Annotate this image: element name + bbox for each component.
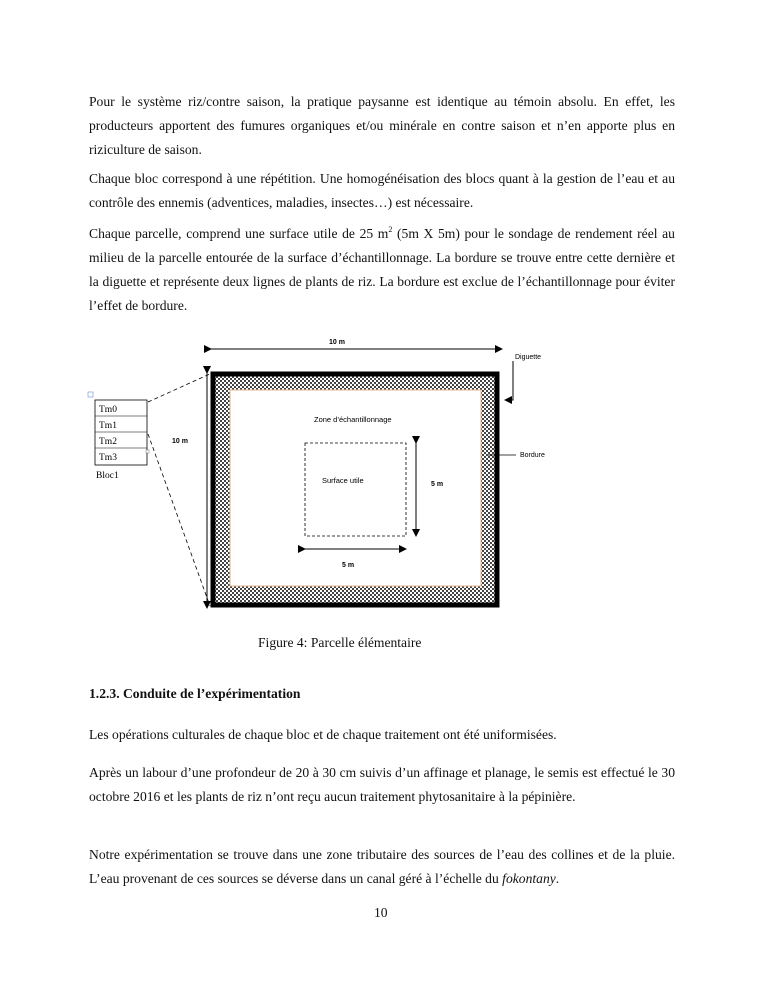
- paragraph-parcelle-text-b: (5m X 5m) pour le sondage de rendement réel au milieu de la parcelle entourée de la surface d’échantillonnage. La bordure se trouve entre cette dernière et la diguette et représente deux lignes de plants de riz. La bordure est exclue de l’échantillonnage pour éviter l’effet de bordure.: [89, 226, 675, 313]
- bordure-label: Bordure: [520, 452, 545, 459]
- section-heading: 1.2.3. Conduite de l’expérimentation: [89, 686, 301, 701]
- paragraph-experimentation-end: .: [555, 871, 560, 886]
- paragraph-experimentation-zone: [89, 843, 675, 891]
- bloc-row-tm0: Tm0: [99, 405, 117, 415]
- bloc-row-tm1: Tm1: [99, 421, 117, 431]
- paragraph-bloc-repetition: Chaque bloc correspond à une répétition. Une homogénéisation des blocs quant à la gestion de l’eau et au contrôle des ennemis (adventices, maladies, insectes…) est nécessaire.: [89, 171, 675, 210]
- inner-height-label: 5 m: [431, 481, 444, 488]
- bloc-row-tm2: Tm2: [99, 437, 117, 447]
- figure-parcelle-elementaire: [86, 326, 572, 612]
- diguette-callout: [505, 361, 513, 400]
- page-number: 10: [374, 905, 388, 920]
- projection-line-top: [148, 373, 212, 402]
- paragraph-parcelle-text-a: Chaque parcelle, comprend une surface utile de 25 m: [89, 226, 389, 241]
- paragraph-operations-culturales: Les opérations culturales de chaque bloc et de chaque traitement ont été uniformisées.: [89, 727, 557, 742]
- table-resize-handle-icon: [146, 450, 149, 453]
- inner-width-label: 5 m: [342, 562, 355, 569]
- superscript-2: 2: [388, 225, 393, 234]
- bloc-label: Bloc1: [96, 471, 119, 481]
- table-move-handle-icon: [88, 392, 93, 397]
- bloc-row-tm3: Tm3: [99, 453, 117, 463]
- zone-echantillonnage-label: Zone d’échantillonnage: [314, 415, 392, 424]
- height-label: 10 m: [172, 438, 188, 445]
- surface-utile-label: Surface utile: [322, 476, 364, 485]
- paragraph-experimentation-text: Notre expérimentation se trouve dans une zone tributaire des sources de l’eau des collines et de la pluie. L’eau provenant de ces sources se déverse dans un canal géré à l’échelle du: [89, 847, 675, 886]
- width-label: 10 m: [329, 339, 345, 346]
- projection-line-bottom: [148, 434, 210, 606]
- paragraph-riz-contre-saison: Pour le système riz/contre saison, la pratique paysanne est identique au témoin absolu. En effet, les producteurs apportent des fumures organiques et/ou minérale en contre saison et n’en apporte plus en riziculture de saison.: [89, 94, 675, 157]
- figure-caption: Figure 4: Parcelle élémentaire: [258, 635, 422, 650]
- diguette-label: Diguette: [515, 354, 542, 361]
- fokontany-term: fokontany: [502, 871, 556, 886]
- paragraph-labour-semis: Après un labour d’une profondeur de 20 à 30 cm suivis d’un affinage et planage, le semis est effectué le 30 octobre 2016 et les plants de riz n’ont reçu aucun traitement phytosanitaire à la pépinière.: [89, 765, 675, 804]
- paragraph-parcelle-surface: [89, 218, 675, 318]
